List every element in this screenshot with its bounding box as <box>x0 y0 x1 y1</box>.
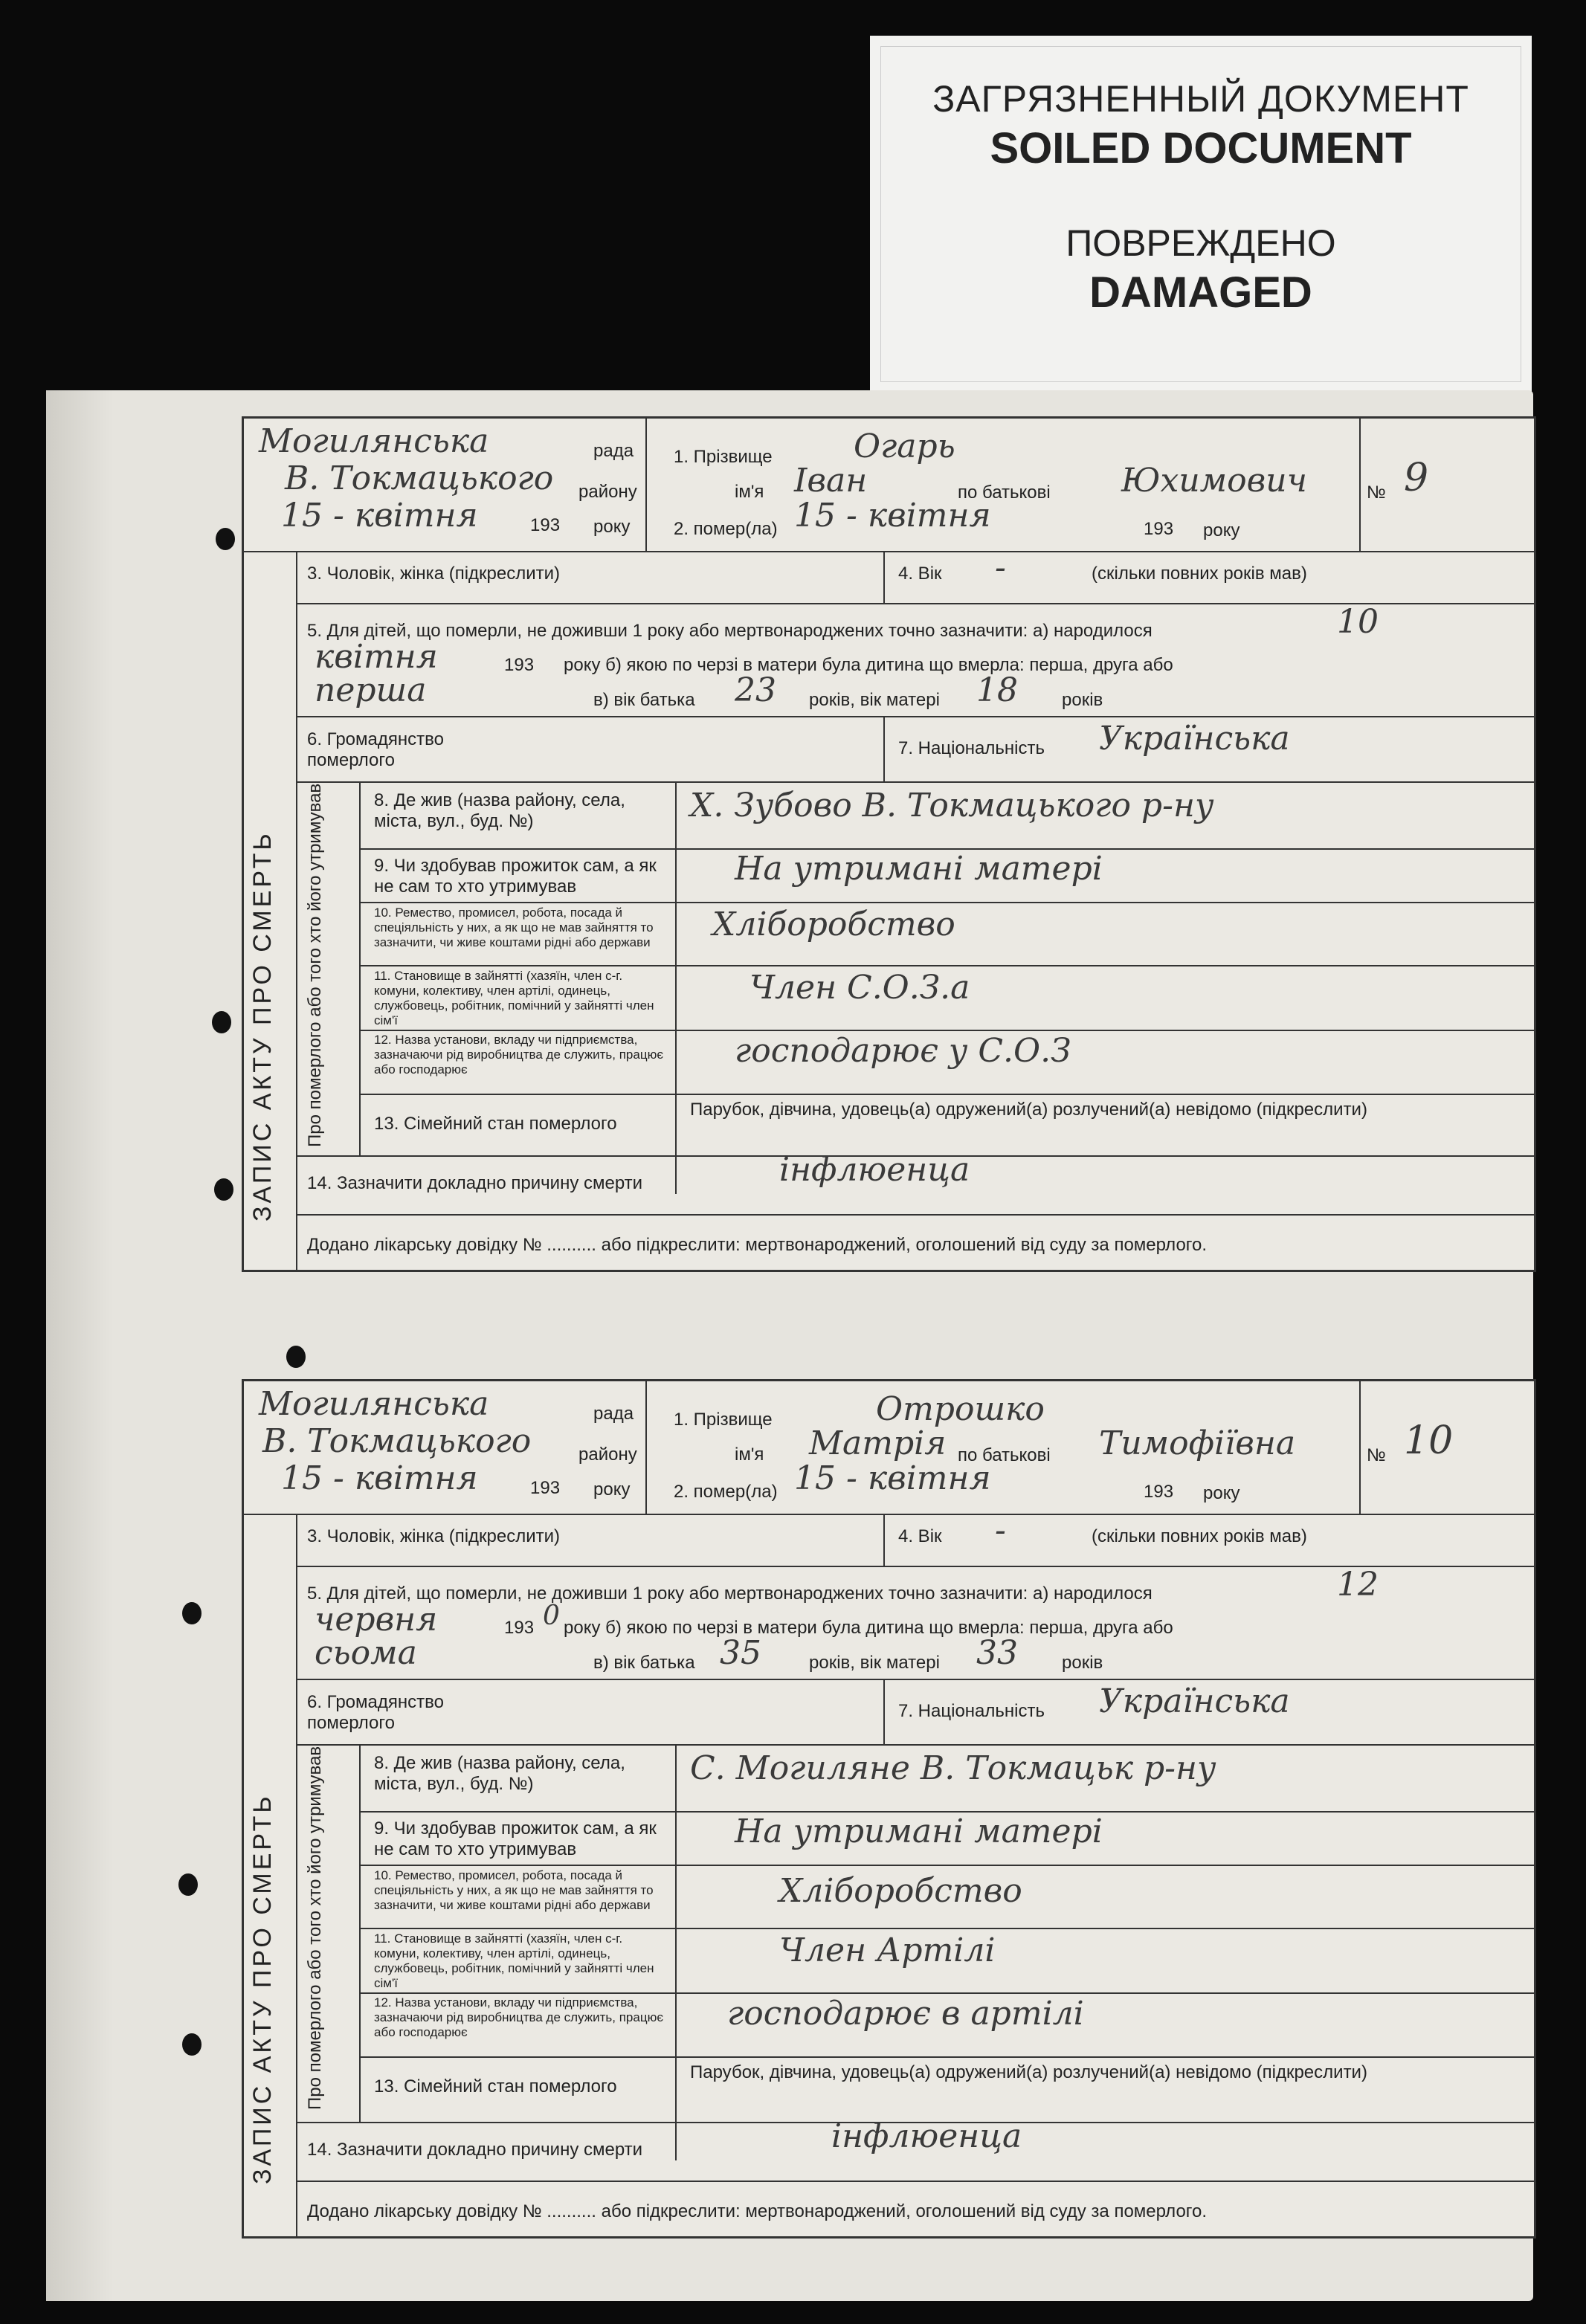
rada-label: рада <box>593 441 634 461</box>
number-sign: № <box>1367 482 1386 503</box>
born-year-digit: 0 <box>543 1601 560 1631</box>
residence-value: Х. Зубово В. Токмацького р-ну <box>690 787 1214 824</box>
rada-value: Могилянська <box>259 1385 489 1423</box>
binding-hole <box>178 1873 198 1896</box>
position-value: Член С.О.З.а <box>750 969 970 1007</box>
years-label: років <box>1062 1653 1103 1673</box>
marital-options: Парубок, дівчина, удовець(а) одружений(а) розлучений(а) невідомо (підкреслити) <box>690 2062 1367 2082</box>
child-label-a: 5. Для дітей, що померли, не доживши 1 року або мертвонароджених точно зазначити: а) народилося <box>307 1584 1153 1604</box>
record-number: 10 <box>1404 1418 1454 1463</box>
residence-label: 8. Де жив (назва району, села, міста, вул., буд. №) <box>374 790 625 831</box>
binding-hole <box>216 528 235 550</box>
father-age-label: в) вік батька <box>593 690 695 710</box>
age-note: (скільки повних років мав) <box>1092 1526 1307 1546</box>
occupation-value: Хліборобство <box>779 1872 1022 1910</box>
death-record-form-2 <box>242 1379 1536 2239</box>
citizenship-label: 6. Громадянство померлого <box>307 1692 444 1733</box>
patronymic-label: по батькові <box>958 1445 1051 1465</box>
residence-label: 8. Де жив (назва району, села, міста, вул., буд. №) <box>374 1753 625 1794</box>
year-label: 193 <box>504 1618 535 1638</box>
workplace-label: 12. Назва установи, вкладу чи підприємства, зазначаючи рід виробництва де служить, працює або господарює <box>374 1995 663 2039</box>
age-value: - <box>995 549 1006 587</box>
position-label: 11. Становище в зайнятті (хазяїн, член с-г. комуни, колективу, член артілі, одинець, службовець, робітник, помічний у зайнятті член сім'ї <box>374 1931 654 1990</box>
nationality-value: Українська <box>1099 1682 1290 1720</box>
raion-value: В. Токмацького <box>262 1422 532 1460</box>
year-label: 193 <box>504 655 535 675</box>
death-date-value: 15 - квітня <box>794 1459 991 1497</box>
record-number: 9 <box>1404 456 1429 500</box>
page-edge <box>46 390 113 2301</box>
sex-label: 3. Чоловік, жінка (підкреслити) <box>307 564 561 584</box>
child-order-value: сьома <box>315 1634 417 1672</box>
nationality-label: 7. Національність <box>898 738 1045 758</box>
nationality-label: 7. Національність <box>898 1701 1045 1721</box>
name-label: ім'я <box>735 482 764 502</box>
mother-age-label: років, вік матері <box>809 1653 940 1673</box>
born-month-value: червня <box>315 1601 438 1639</box>
years-label: років <box>1062 690 1103 710</box>
workplace-label: 12. Назва установи, вкладу чи підприємства, зазначаючи рід виробництва де служить, працює або господарює <box>374 1033 663 1077</box>
residence-value: С. Могиляне В. Токмацьк р-ну <box>690 1749 1216 1787</box>
age-label: 4. Вік <box>898 564 942 584</box>
age-value: - <box>995 1511 1006 1549</box>
binding-hole <box>182 2033 202 2056</box>
number-sign: № <box>1367 1445 1386 1465</box>
name-value: Матрія <box>809 1424 947 1462</box>
death-label: 2. помер(ла) <box>674 519 778 539</box>
year-label: 193 <box>530 515 561 535</box>
cause-value: інфлюенца <box>831 2117 1022 2155</box>
support-label: 9. Чи здобував прожиток сам, а як не сам то хто утримував <box>374 856 657 897</box>
marital-label: 13. Сімейний стан померлого <box>374 2076 617 2097</box>
year-label: 193 <box>530 1478 561 1498</box>
support-label: 9. Чи здобував прожиток сам, а як не сам то хто утримував <box>374 1818 657 1859</box>
mother-age-value: 18 <box>976 671 1018 709</box>
father-age-value: 23 <box>735 671 776 709</box>
side-title: ЗАПИС АКТУ ПРО СМЕРТЬ <box>248 1793 277 2184</box>
surname-value: Отрошко <box>876 1390 1045 1428</box>
born-month-value: квітня <box>315 638 438 676</box>
roku-label: року <box>593 1479 631 1500</box>
born-day-value: 12 <box>1337 1566 1379 1604</box>
date-value: 15 - квітня <box>281 497 478 535</box>
position-value: Член Артілі <box>779 1931 996 1969</box>
cause-value: інфлюенца <box>779 1151 970 1189</box>
nationality-value: Українська <box>1099 720 1290 758</box>
position-label: 11. Становище в зайнятті (хазяїн, член с-г. комуни, колективу, член артілі, одинець, службовець, робітник, помічний у зайнятті член сім'ї <box>374 969 654 1027</box>
surname-label: 1. Прізвище <box>674 447 773 467</box>
roku-label: року <box>593 517 631 537</box>
age-note: (скільки повних років мав) <box>1092 564 1307 584</box>
child-label-b: року б) якою по черзі в матери була дитина що вмерла: перша, друга або <box>564 655 1173 675</box>
marital-label: 13. Сімейний стан померлого <box>374 1114 617 1134</box>
cause-label: 14. Зазначити докладно причину смерти <box>307 1173 643 1193</box>
archive-label <box>870 36 1532 393</box>
born-day-value: 10 <box>1337 603 1379 641</box>
marital-options: Парубок, дівчина, удовець(а) одружений(а) розлучений(а) невідомо (підкреслити) <box>690 1100 1367 1120</box>
age-label: 4. Вік <box>898 1526 942 1546</box>
surname-value: Огарь <box>854 427 955 465</box>
occupation-label: 10. Ремество, промисел, робота, посада й спеціяльність у них, а як що не мав зайняття то зазначити, чи живе коштами рідні або держави <box>374 906 654 949</box>
label-soiled-en: SOILED DOCUMENT <box>990 124 1412 172</box>
father-age-value: 35 <box>720 1634 761 1672</box>
binding-hole <box>286 1346 306 1368</box>
name-label: ім'я <box>735 1445 764 1465</box>
death-record-form-1 <box>242 416 1536 1272</box>
patronymic-label: по батькові <box>958 482 1051 503</box>
label-soiled-ru: ЗАГРЯЗНЕННЫЙ ДОКУМЕНТ <box>932 78 1469 120</box>
footer-note: Додано лікарську довідку № .......... або підкреслити: мертвонароджений, оголошений від суду за померлого. <box>307 1235 1208 1255</box>
sex-label: 3. Чоловік, жінка (підкреслити) <box>307 1526 561 1546</box>
roku-label: року <box>1203 1483 1240 1503</box>
raion-label: району <box>578 482 637 502</box>
year-label: 193 <box>1144 1482 1174 1502</box>
workplace-value: господарює у С.О.З <box>735 1032 1071 1070</box>
binding-hole <box>212 1011 231 1033</box>
cause-label: 14. Зазначити докладно причину смерти <box>307 2140 643 2160</box>
year-label: 193 <box>1144 519 1174 539</box>
surname-label: 1. Прізвище <box>674 1410 773 1430</box>
footer-note: Додано лікарську довідку № .......... або підкреслити: мертвонароджений, оголошений від суду за померлого. <box>307 2201 1208 2221</box>
rada-label: рада <box>593 1404 634 1424</box>
raion-value: В. Токмацького <box>285 459 554 497</box>
patronymic-value: Юхимович <box>1121 462 1307 500</box>
binding-hole <box>214 1178 233 1201</box>
patronymic-value: Тимофіївна <box>1099 1424 1296 1462</box>
side-subtitle: Про померлого або того хто його утримував <box>305 1746 325 2110</box>
raion-label: району <box>578 1445 637 1465</box>
support-value: На утримані матері <box>735 850 1103 888</box>
death-date-value: 15 - квітня <box>794 497 991 535</box>
workplace-value: господарює в артілі <box>727 1995 1084 2033</box>
date-value: 15 - квітня <box>281 1459 478 1497</box>
label-damaged-ru: ПОВРЕЖДЕНО <box>1066 222 1336 264</box>
mother-age-value: 33 <box>976 1634 1018 1672</box>
side-title: ЗАПИС АКТУ ПРО СМЕРТЬ <box>248 830 277 1221</box>
side-subtitle: Про померлого або того хто його утримував <box>305 783 325 1147</box>
child-order-value: перша <box>315 671 427 709</box>
rada-value: Могилянська <box>259 422 489 460</box>
support-value: На утримані матері <box>735 1813 1103 1850</box>
citizenship-label: 6. Громадянство померлого <box>307 729 444 770</box>
child-label-a: 5. Для дітей, що померли, не доживши 1 року або мертвонароджених точно зазначити: а) народилося <box>307 621 1153 641</box>
child-label-b: року б) якою по черзі в матери була дитина що вмерла: перша, друга або <box>564 1618 1173 1638</box>
occupation-label: 10. Ремество, промисел, робота, посада й спеціяльність у них, а як що не мав зайняття то зазначити, чи живе коштами рідні або держави <box>374 1868 654 1912</box>
father-age-label: в) вік батька <box>593 1653 695 1673</box>
label-damaged-en: DAMAGED <box>1089 268 1312 317</box>
binding-hole <box>182 1602 202 1624</box>
mother-age-label: років, вік матері <box>809 690 940 710</box>
death-label: 2. помер(ла) <box>674 1482 778 1502</box>
occupation-value: Хліборобство <box>712 906 955 943</box>
roku-label: року <box>1203 520 1240 540</box>
name-value: Іван <box>794 462 868 500</box>
